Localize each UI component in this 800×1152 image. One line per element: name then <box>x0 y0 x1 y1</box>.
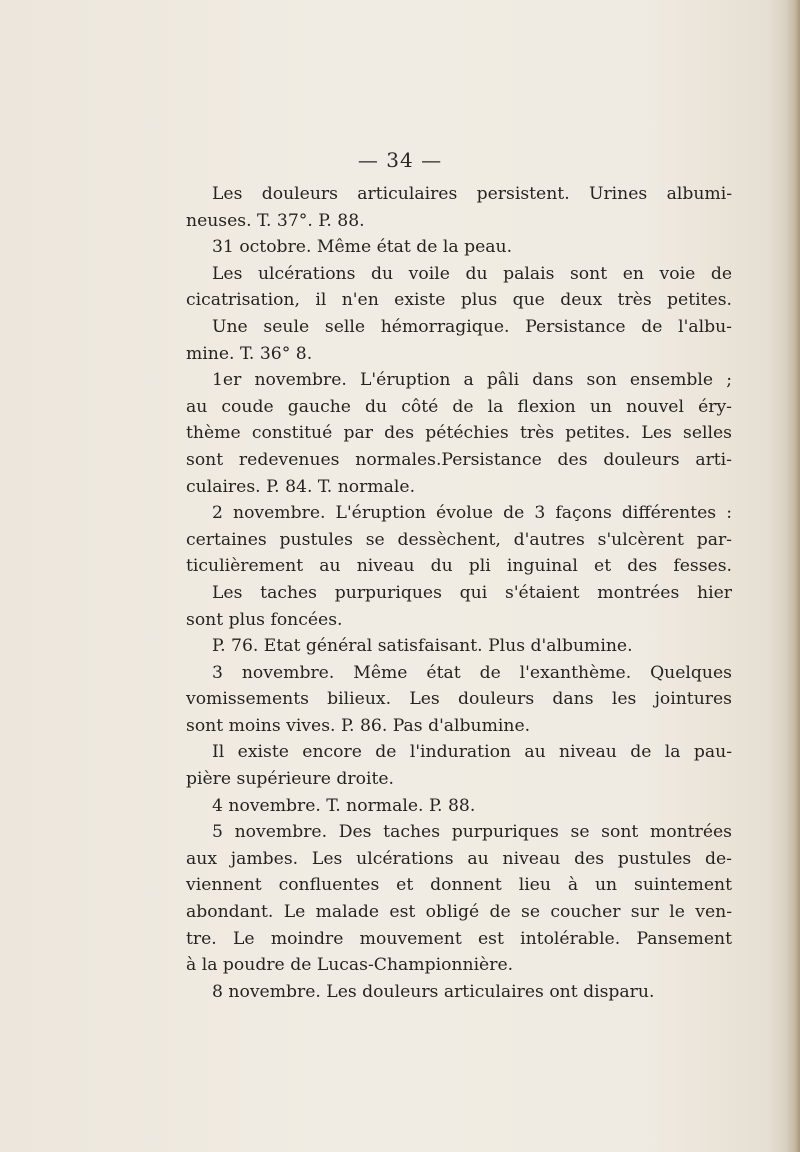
text-line: vomissements bilieux. Les douleurs dans les jointures <box>186 689 732 710</box>
text-line: aux jambes. Les ulcérations au niveau des pustules de- <box>186 848 732 869</box>
text-line: Les douleurs articulaires persistent. Urines albumi- <box>212 184 732 204</box>
text-line: Les taches purpuriques qui s'étaient montrées hier <box>212 582 732 603</box>
text-line: 3 novembre. Même état de l'exanthème. Quelques <box>212 662 732 683</box>
text-line: 2 novembre. L'éruption évolue de 3 façons différentes : <box>212 503 732 524</box>
body-text <box>186 181 732 1005</box>
text-line: sont redevenues normales.Persistance des douleurs arti- <box>186 449 732 470</box>
text-line: mine. T. 36° 8. <box>186 343 313 364</box>
text-line: 8 novembre. Les douleurs articulaires ont disparu. <box>212 981 655 1002</box>
text-line: pière supérieure droite. <box>186 769 394 790</box>
text-line: ticulièrement au niveau du pli inguinal et des fesses. <box>186 556 732 577</box>
text-line: sont plus foncées. <box>186 609 343 630</box>
text-line: culaires. P. 84. T. normale. <box>186 476 416 497</box>
text-line: 1er novembre. L'éruption a pâli dans son ensemble ; <box>212 370 732 391</box>
page-edge-shadow <box>786 0 800 1152</box>
text-line: au coude gauche du côté de la flexion un nouvel éry- <box>186 396 732 417</box>
text-line: abondant. Le malade est obligé de se coucher sur le ven- <box>186 902 732 923</box>
text-line: certaines pustules se dessèchent, d'autres s'ulcèrent par- <box>186 529 732 550</box>
text-line: P. 76. Etat général satisfaisant. Plus d'albumine. <box>212 636 633 657</box>
text-line: 4 novembre. T. normale. P. 88. <box>212 795 476 816</box>
text-line: tre. Le moindre mouvement est intolérable. Pansement <box>186 928 732 949</box>
text-line: à la poudre de Lucas-Championnière. <box>186 955 514 976</box>
text-line: Les ulcérations du voile du palais sont en voie de <box>212 263 732 284</box>
text-line: 31 octobre. Même état de la peau. <box>212 237 513 258</box>
text-line: Une seule selle hémorragique. Persistance de l'albu- <box>212 316 732 337</box>
text-line: sont moins vives. P. 86. Pas d'albumine. <box>186 715 531 736</box>
page-number: — 34 — <box>357 148 443 172</box>
text-line: thème constitué par des pétéchies très petites. Les selles <box>186 423 732 444</box>
text-line: cicatrisation, il n'en existe plus que deux très petites. <box>186 290 732 311</box>
text-line: viennent confluentes et donnent lieu à un suintement <box>186 875 732 896</box>
text-line: Il existe encore de l'induration au niveau de la pau- <box>212 742 732 763</box>
text-line: 5 novembre. Des taches purpuriques se sont montrées <box>212 822 732 843</box>
text-line: neuses. T. 37°. P. 88. <box>186 210 365 231</box>
